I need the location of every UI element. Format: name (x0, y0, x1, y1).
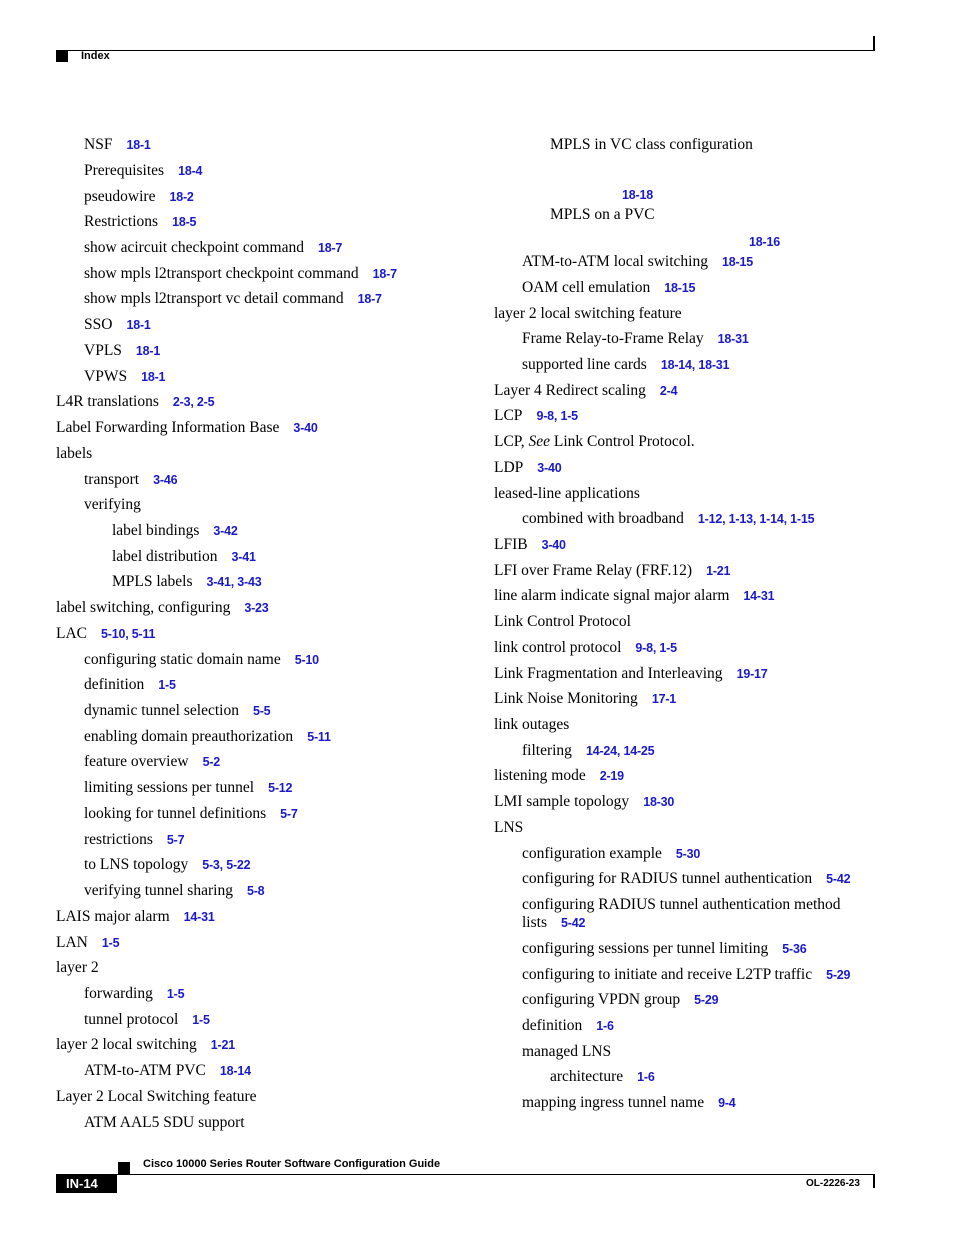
page-reference-link[interactable]: 18-31 (717, 332, 749, 346)
page-reference-link[interactable]: 18-18 (622, 188, 653, 202)
page-reference-link[interactable]: 18-1 (126, 318, 151, 332)
index-term: layer 2 local switching feature (494, 305, 682, 322)
page-reference-link[interactable]: 5-10, 5-11 (101, 627, 156, 641)
page-reference-link[interactable]: 3-42 (213, 524, 238, 538)
index-term: managed LNS (522, 1043, 612, 1060)
page-reference-link[interactable]: 18-15 (664, 281, 696, 295)
index-term: feature overview (84, 753, 189, 770)
index-term: OAM cell emulation (522, 279, 651, 296)
header-rule (56, 50, 874, 51)
footer-tick (873, 1174, 875, 1188)
page-reference-link[interactable]: 9-4 (718, 1096, 736, 1110)
index-entry (494, 459, 562, 477)
index-entry (494, 382, 677, 400)
page-reference-link[interactable]: 5-2 (202, 755, 221, 769)
index-entry (84, 779, 292, 797)
index-term: LNS (494, 819, 524, 836)
index-term: layer 2 local switching (56, 1036, 197, 1053)
index-term: label bindings (112, 522, 200, 539)
page-reference-link[interactable]: 1-5 (166, 987, 185, 1001)
page-reference-link[interactable]: 18-1 (126, 138, 151, 152)
index-entry (522, 253, 753, 271)
index-entry (522, 1017, 614, 1035)
page-reference-link[interactable]: 18-16 (749, 235, 780, 249)
footer-rule (56, 1174, 874, 1175)
index-term: dynamic tunnel selection (84, 702, 239, 719)
index-term: definition (522, 1017, 583, 1034)
page-reference-link[interactable]: 1-5 (192, 1013, 210, 1027)
index-term: LFIB (494, 536, 528, 553)
page-reference-link[interactable]: 9-8, 1-5 (635, 641, 677, 655)
page-reference-link[interactable]: 1-6 (596, 1019, 614, 1033)
index-entry (522, 279, 695, 297)
index-term: Link Fragmentation and Interleaving (494, 665, 723, 682)
page-reference-link[interactable]: 5-3, 5-22 (202, 858, 251, 872)
index-entry (56, 934, 119, 952)
index-entry (56, 393, 214, 411)
page-reference-link[interactable]: 5-5 (252, 704, 271, 718)
index-entry (56, 1036, 235, 1054)
index-entry (494, 587, 774, 605)
page-reference-link[interactable]: 2-4 (659, 384, 678, 398)
index-entry (622, 186, 653, 204)
index-term: Link Noise Monitoring (494, 690, 638, 707)
page-reference-link[interactable]: 1-21 (210, 1038, 235, 1052)
index-term: MPLS on a PVC (550, 206, 655, 223)
index-term: ATM-to-ATM PVC (84, 1062, 206, 1079)
index-term: forwarding (84, 985, 153, 1002)
index-term: ATM-to-ATM local switching (522, 253, 708, 270)
page-reference-link[interactable]: 19-17 (736, 667, 768, 681)
index-entry (522, 742, 654, 760)
index-entry (56, 959, 99, 977)
index-entry (84, 290, 382, 308)
index-entry (56, 625, 155, 643)
index-term: LFI over Frame Relay (FRF.12) (494, 562, 693, 579)
index-entry (84, 1011, 210, 1029)
index-entry (84, 831, 184, 849)
page-reference-link[interactable]: 18-2 (169, 190, 194, 204)
page-reference-link[interactable]: 5-7 (166, 833, 185, 847)
index-entry (522, 330, 749, 348)
page-reference-link[interactable]: 3-41, 3-43 (206, 575, 262, 589)
index-term: Layer 2 Local Switching feature (56, 1088, 257, 1105)
index-entry (84, 753, 220, 771)
index-term: looking for tunnel definitions (84, 805, 267, 822)
index-entry (84, 188, 194, 206)
index-term: configuring for RADIUS tunnel authentication (522, 870, 813, 887)
page-reference-link[interactable]: 5-11 (307, 730, 331, 744)
page-reference-link[interactable]: 5-12 (268, 781, 293, 795)
index-entry (494, 536, 566, 554)
page-reference-link[interactable]: 5-7 (280, 807, 298, 821)
page-reference-link[interactable]: 5-8 (246, 884, 265, 898)
index-entry (550, 206, 655, 224)
index-entry (494, 433, 695, 451)
header-tick (873, 36, 875, 51)
page-reference-link[interactable]: 3-23 (244, 601, 269, 615)
index-term: link outages (494, 716, 570, 733)
page-reference-link[interactable]: 5-10 (294, 653, 319, 667)
index-term: show acircuit checkpoint command (84, 239, 304, 256)
index-term: LDP (494, 459, 524, 476)
index-term: configuring RADIUS tunnel authentication method lists (522, 896, 841, 931)
page-reference-link[interactable]: 2-19 (599, 769, 624, 783)
page-reference-link[interactable]: 18-1 (135, 344, 161, 358)
page-reference-link[interactable]: 3-40 (537, 461, 562, 475)
index-term: listening mode (494, 767, 586, 784)
index-term: enabling domain preauthorization (84, 728, 294, 745)
index-term: VPWS (84, 368, 128, 385)
index-entry (494, 562, 730, 580)
page-reference-link[interactable]: 5-29 (826, 968, 851, 982)
index-term: Link Control Protocol (494, 613, 631, 630)
index-entry (494, 716, 569, 734)
page-reference-link[interactable]: 1-6 (637, 1070, 655, 1084)
index-entry (84, 728, 331, 746)
index-entry (550, 1068, 655, 1086)
index-term: label switching, configuring (56, 599, 231, 616)
index-term: line alarm indicate signal major alarm (494, 587, 730, 604)
index-entry (494, 767, 624, 785)
index-entry (494, 305, 682, 323)
index-entry (494, 793, 674, 811)
index-entry (522, 940, 806, 958)
index-entry (84, 136, 151, 154)
index-entry (112, 548, 256, 566)
index-entry (84, 239, 342, 257)
index-term: pseudowire (84, 188, 156, 205)
index-entry (749, 233, 780, 251)
index-term: tunnel protocol (84, 1011, 179, 1028)
page-reference-link[interactable]: 3-46 (153, 473, 178, 487)
index-term: verifying tunnel sharing (84, 882, 233, 899)
index-entry (84, 213, 196, 231)
page-reference-link[interactable]: 18-5 (172, 215, 197, 229)
index-term: transport (84, 471, 140, 488)
page-reference-link[interactable]: 18-30 (643, 795, 675, 809)
index-entry (84, 368, 165, 386)
index-entry (112, 522, 238, 540)
index-term: limiting sessions per tunnel (84, 779, 255, 796)
index-term: supported line cards (522, 356, 647, 373)
index-entry (522, 1094, 736, 1112)
index-term: layer 2 (56, 959, 99, 976)
index-entry (494, 407, 578, 425)
index-term: Label Forwarding Information Base (56, 419, 280, 436)
page-reference-link[interactable]: 5-30 (675, 847, 701, 861)
index-term: architecture (550, 1068, 624, 1085)
index-entry (522, 845, 700, 863)
index-entry (84, 651, 319, 669)
index-term: combined with broadband (522, 510, 684, 527)
header-marker (56, 50, 68, 62)
index-entry (84, 1114, 245, 1132)
index-term: VPLS (84, 342, 122, 359)
index-term: SSO (84, 316, 113, 333)
index-term: link control protocol (494, 639, 622, 656)
index-entry (112, 573, 262, 591)
page-reference-link[interactable]: 18-4 (178, 164, 203, 178)
page-reference-link[interactable]: 9-8, 1-5 (536, 409, 578, 423)
page-reference-link[interactable]: 5-42 (826, 872, 851, 886)
index-entry (84, 316, 151, 334)
index-term: configuration example (522, 845, 662, 862)
page-reference-link[interactable]: 3-41 (231, 550, 256, 564)
index-entry (84, 1062, 251, 1080)
page-reference-link[interactable]: 18-7 (372, 267, 397, 281)
page-reference-link[interactable]: 14-24, 14-25 (585, 744, 655, 758)
index-entry (494, 665, 768, 683)
page-reference-link[interactable]: 1-21 (706, 564, 731, 578)
header-section-label: Index (81, 50, 110, 62)
page-reference-link[interactable]: 18-7 (357, 292, 382, 306)
index-entry (84, 162, 202, 180)
index-entry (522, 1043, 611, 1061)
index-entry (84, 471, 177, 489)
index-term: configuring sessions per tunnel limiting (522, 940, 769, 957)
index-entry (522, 510, 814, 528)
page-reference-link[interactable]: 5-29 (694, 993, 719, 1007)
index-entry (84, 985, 184, 1003)
index-entry (84, 805, 298, 823)
index-term: restrictions (84, 831, 153, 848)
index-entry (494, 690, 676, 708)
page-reference-link[interactable]: 18-15 (721, 255, 753, 269)
index-term: verifying (84, 496, 141, 513)
index-term: L4R translations (56, 393, 159, 410)
index-entry (56, 599, 269, 617)
page-reference-link[interactable]: 14-31 (183, 910, 215, 924)
index-term: leased-line applications (494, 485, 640, 502)
index-term: label distribution (112, 548, 218, 565)
page-reference-link[interactable]: 17-1 (651, 692, 677, 706)
index-term: to LNS topology (84, 856, 189, 873)
page-reference-link[interactable]: 5-42 (560, 916, 586, 930)
index-entry (56, 1088, 257, 1106)
index-term: configuring static domain name (84, 651, 281, 668)
index-term: show mpls l2transport vc detail command (84, 290, 344, 307)
index-term: LAIS major alarm (56, 908, 170, 925)
index-term: MPLS in VC class configuration (550, 136, 753, 153)
index-term: NSF (84, 136, 113, 153)
index-entry (494, 613, 631, 631)
page-reference-link[interactable]: 18-14, 18-31 (660, 358, 730, 372)
index-term: Restrictions (84, 213, 159, 230)
index-term: Layer 4 Redirect scaling (494, 382, 646, 399)
index-entry (522, 896, 867, 932)
index-term: configuring to initiate and receive L2TP traffic (522, 966, 813, 983)
page-reference-link[interactable]: 18-1 (141, 370, 166, 384)
footer-page-number: IN-14 (56, 1175, 117, 1193)
index-term: configuring VPDN group (522, 991, 681, 1008)
index-entry (494, 485, 640, 503)
index-term: definition (84, 676, 145, 693)
page-reference-link[interactable]: 1-12, 1-13, 1-14, 1-15 (697, 512, 815, 526)
page-reference-link[interactable]: 1-5 (158, 678, 176, 692)
index-entry (84, 882, 264, 900)
page-reference-link[interactable]: 3-40 (541, 538, 566, 552)
index-term: show mpls l2transport checkpoint command (84, 265, 359, 282)
index-term: LAC (56, 625, 87, 642)
page-reference-link[interactable]: 18-14 (219, 1064, 251, 1078)
index-entry (494, 639, 677, 657)
page-reference-link[interactable]: 2-3, 2-5 (172, 395, 215, 409)
index-term: MPLS labels (112, 573, 193, 590)
footer-marker (118, 1162, 130, 1174)
index-term: LCP, See Link Control Protocol. (494, 433, 695, 450)
index-entry (550, 136, 753, 154)
index-entry (56, 445, 92, 463)
footer-guide-title: Cisco 10000 Series Router Software Configuration Guide (143, 1158, 441, 1170)
index-term: LCP (494, 407, 523, 424)
index-entry (84, 702, 270, 720)
page-reference-link[interactable]: 14-31 (743, 589, 775, 603)
page-reference-link[interactable]: 18-7 (317, 241, 343, 255)
index-entry (56, 908, 215, 926)
index-entry (84, 342, 160, 360)
index-term: LMI sample topology (494, 793, 630, 810)
index-entry (522, 966, 850, 984)
index-entry (84, 856, 250, 874)
index-entry (522, 356, 729, 374)
index-term: LAN (56, 934, 88, 951)
index-term: mapping ingress tunnel name (522, 1094, 705, 1111)
index-entry (494, 819, 523, 837)
index-term: Frame Relay-to-Frame Relay (522, 330, 704, 347)
page-reference-link[interactable]: 5-36 (782, 942, 807, 956)
footer-doc-number: OL-2226-23 (806, 1178, 860, 1189)
index-term: labels (56, 445, 93, 462)
index-entry (84, 265, 397, 283)
index-term: filtering (522, 742, 572, 759)
index-term: ATM AAL5 SDU support (84, 1114, 245, 1131)
index-entry (522, 870, 850, 888)
index-entry (522, 991, 718, 1009)
index-entry (84, 496, 141, 514)
index-entry (56, 419, 318, 437)
index-term: Prerequisites (84, 162, 165, 179)
page-reference-link[interactable]: 1-5 (101, 936, 120, 950)
page-reference-link[interactable]: 3-40 (293, 421, 318, 435)
index-entry (84, 676, 176, 694)
